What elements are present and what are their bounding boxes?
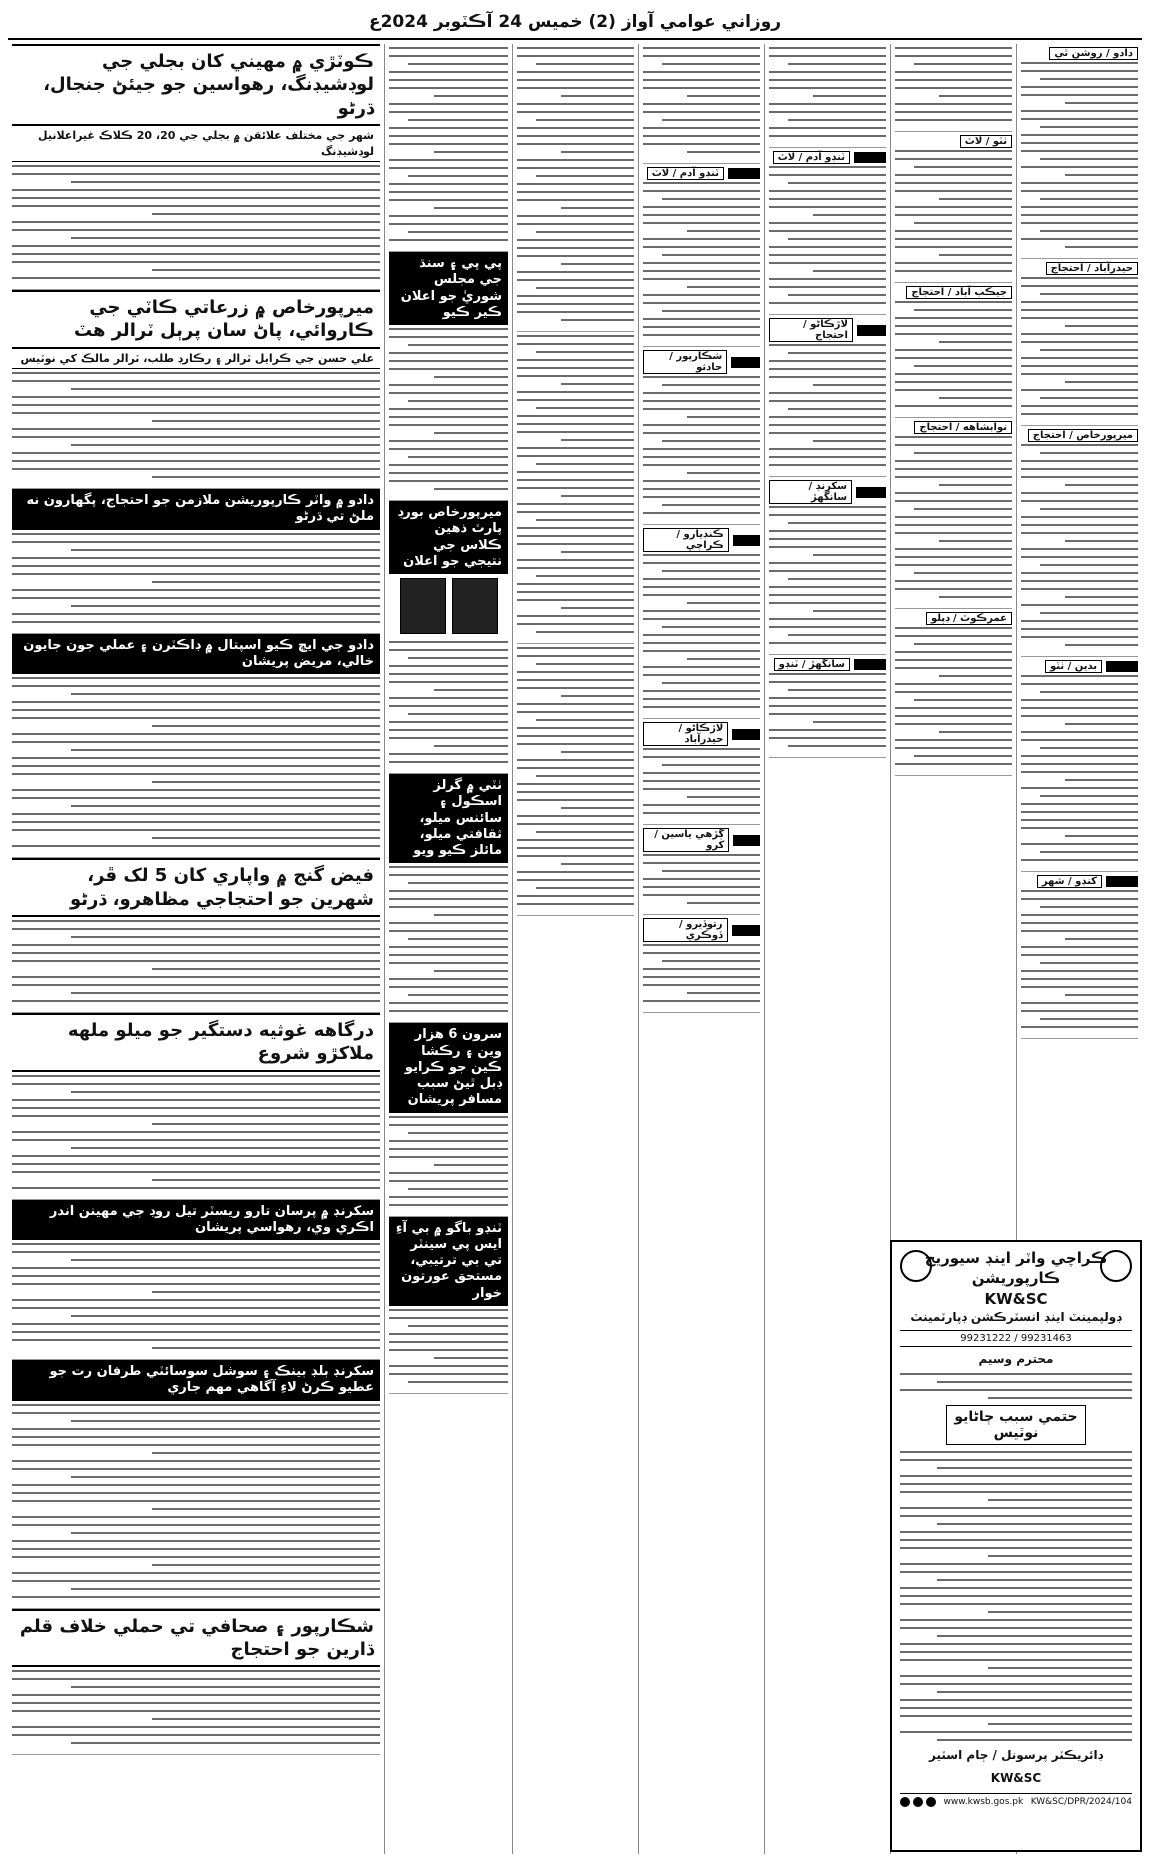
lead-deck: شهر جي مختلف علائقن ۾ بجلي جي 20، 20 ڪلاڪ غيراعلانيل لوڊشيڊنگ xyxy=(12,126,380,162)
dateline: ٽنڊو آدم / لاٽ xyxy=(773,151,850,164)
headline: ميرپورخاص بورڊ پارٽ ذهين ڪلاس جي نتيجي جو اعلان xyxy=(389,501,508,574)
headline: دادو ۾ واٽر ڪارپوريشن ملازمن جو احتجاج، پگهارون نه ملڻ تي ڌرڻو xyxy=(12,489,380,530)
dateline: عمرڪوٽ / ڊپلو xyxy=(926,612,1012,625)
story xyxy=(643,525,760,719)
headline: ٺٽي ۾ گرلز اسڪول ۽ سائنس ميلو، ثقافتي ميلو، مائلز ڪيو ويو xyxy=(389,774,508,863)
story xyxy=(895,418,1012,609)
headline: پي پي ۽ سنڌ جي مجلس شوريٰ جو اعلان ڪير ڪيو xyxy=(389,252,508,325)
notice-footer xyxy=(900,1793,1132,1807)
story xyxy=(389,325,508,501)
notice-title: حتمي سبب ڄاڻايو نوٽيس xyxy=(946,1405,1085,1445)
kwsc-notice xyxy=(890,1240,1142,1852)
story xyxy=(12,530,380,634)
notice-code: KW&SC/DPR/2024/104 xyxy=(1030,1796,1132,1807)
story xyxy=(643,164,760,347)
story xyxy=(12,1667,380,1755)
second-headline: ميرپورخاص ۾ زرعاتي ڪاٽي جي ڪاروائي، پاڻ سان پرٻل ٽرالر هٽ xyxy=(12,290,380,349)
column-6 xyxy=(384,44,512,1854)
headline: سکرنڊ ۾ پرسان تارو ريسٽر تيل روڊ جي مهينن اندر اڪري وي، رهواسي پريشان xyxy=(12,1200,380,1241)
twitter-icon xyxy=(913,1797,923,1807)
dateline: نوابشاهه / احتجاج xyxy=(914,421,1012,434)
dateline: ٺٽو / لاٽ xyxy=(960,135,1012,148)
story xyxy=(643,915,760,1013)
headline: شڪارپور ۽ صحافي تي حملي خلاف قلم ڌارين جو احتجاج xyxy=(12,1609,380,1668)
column-5 xyxy=(512,44,638,1854)
headline: ٽنڊو باگو ۾ بي آءِ ايس پي سينٽر تي بي ترتيبي، مستحق عورتون خوار xyxy=(389,1217,508,1306)
masthead xyxy=(8,6,1142,40)
social-icons xyxy=(900,1797,936,1807)
story xyxy=(389,44,508,252)
story xyxy=(769,477,886,655)
story xyxy=(1021,426,1138,657)
story xyxy=(643,347,760,525)
story xyxy=(12,162,380,290)
headline: سکرنڊ بلڊ بينڪ ۽ سوشل سوسائٽي طرفان رت جو عطيو ڪرڻ لاءِ آگاهي مهم جاري xyxy=(12,1360,380,1401)
headline: دادو جي ايڇ ڪيو اسپتال ۾ ڊاڪٽرن ۽ عملي جون جايون خالي، مريض پريشان xyxy=(12,634,380,675)
dateline: شڪارپور / حادثو xyxy=(643,350,727,374)
story xyxy=(769,315,886,477)
columns xyxy=(8,44,1142,1854)
story xyxy=(769,44,886,148)
notice-addressee: محترم وسيم xyxy=(978,1351,1054,1366)
story xyxy=(1021,44,1138,259)
story xyxy=(517,44,634,332)
story xyxy=(643,44,760,164)
story xyxy=(12,1401,380,1609)
story xyxy=(895,283,1012,418)
notice-website: www.kwsb.gos.pk xyxy=(943,1796,1024,1807)
dateline: لاڙڪاڻو / حيدرآباد xyxy=(643,722,728,746)
dateline: ڪنڊيارو / ڪراچي xyxy=(643,528,729,552)
masthead-title: روزاني عوامي آواز (2) خميس 24 آڪٽوبر 2024ع xyxy=(368,12,782,32)
notice-contact: 99231222 / 99231463 xyxy=(900,1330,1132,1347)
story xyxy=(389,638,508,774)
portrait-photo xyxy=(400,578,446,634)
notice-signatory-org: KW&SC xyxy=(990,1771,1042,1786)
notice-org-english: KW&SC xyxy=(984,1289,1048,1308)
facebook-icon xyxy=(900,1797,910,1807)
dateline: رتوڏيرو / ڏوڪري xyxy=(643,918,728,942)
story xyxy=(895,44,1012,132)
story xyxy=(12,674,380,858)
dateline: حيدرآباد / احتجاج xyxy=(1046,262,1138,275)
story xyxy=(517,644,634,916)
story xyxy=(12,1240,380,1360)
story xyxy=(389,863,508,1023)
story xyxy=(12,369,380,489)
headline: فيض گنج ۾ واپاري کان 5 لک ڦر، شهرين جو احتجاجي مظاهرو، ڌرڻو xyxy=(12,858,380,917)
dateline: ميرپورخاص / احتجاج xyxy=(1028,429,1138,442)
story xyxy=(12,1072,380,1200)
story xyxy=(769,148,886,315)
column-3 xyxy=(764,44,890,1854)
story xyxy=(895,609,1012,776)
story xyxy=(389,1306,508,1394)
story xyxy=(1021,259,1138,426)
dateline: دادو / روشن ٿي xyxy=(1049,47,1138,60)
story xyxy=(643,719,760,825)
story xyxy=(895,132,1012,283)
dateline: ڳڙهي ياسين / کرو xyxy=(643,828,729,852)
story xyxy=(389,1113,508,1217)
youtube-icon xyxy=(926,1797,936,1807)
headline: سرون 6 هزار وين ۽ رڪشا ڪين جو ڪرايو ڊبل ٿيڻ سبب مسافر پريشان xyxy=(389,1023,508,1112)
dateline: سانگهڙ / ٽنڊو xyxy=(774,658,850,671)
notice-org: ڪراچي واٽر اينڊ سيوريج ڪارپوريشن xyxy=(924,1249,1108,1288)
notice-dept: ڊولپمينٽ اينڊ انسٽرڪشن ڊپارٽمينٽ xyxy=(910,1309,1122,1324)
portrait-photo xyxy=(452,578,498,634)
headline: درگاهه غوثيه دستگير جو ميلو ملهه ملاکڙو شروع xyxy=(12,1013,380,1072)
story xyxy=(769,655,886,758)
second-deck: علي حسن جي ڪرايل ٽرالر ۽ رڪارڊ طلب، ٽرالر مالڪ کي نوٽيس xyxy=(12,349,380,369)
kwsc-logo-icon xyxy=(900,1250,932,1282)
dateline: جيڪب آباد / احتجاج xyxy=(906,286,1012,299)
lead-headline: ڪوٽڙي ۾ مهيني کان بجلي جي لوڊشيڊنگ، رهواسين جو جيئڻ جنجال، ڌرڻو xyxy=(12,44,380,126)
seal-icon xyxy=(1100,1250,1132,1282)
dateline: سکرنڊ / سانگهڙ xyxy=(769,480,852,504)
column-4 xyxy=(638,44,764,1854)
dateline: ٽنڊو آدم / لاٽ xyxy=(647,167,724,180)
notice-signatory: ڊائريڪٽر پرسونل / ڄام اسٽير xyxy=(929,1748,1103,1763)
dateline: لاڙڪاڻو / احتجاج xyxy=(769,318,853,342)
story xyxy=(1021,657,1138,872)
story xyxy=(643,825,760,915)
dateline: کنڊو / شهر xyxy=(1037,875,1102,888)
story xyxy=(1021,872,1138,1039)
dateline: بدين / ٺٽو xyxy=(1045,660,1102,673)
story xyxy=(12,917,380,1013)
left-section xyxy=(8,44,384,1854)
story xyxy=(517,332,634,644)
